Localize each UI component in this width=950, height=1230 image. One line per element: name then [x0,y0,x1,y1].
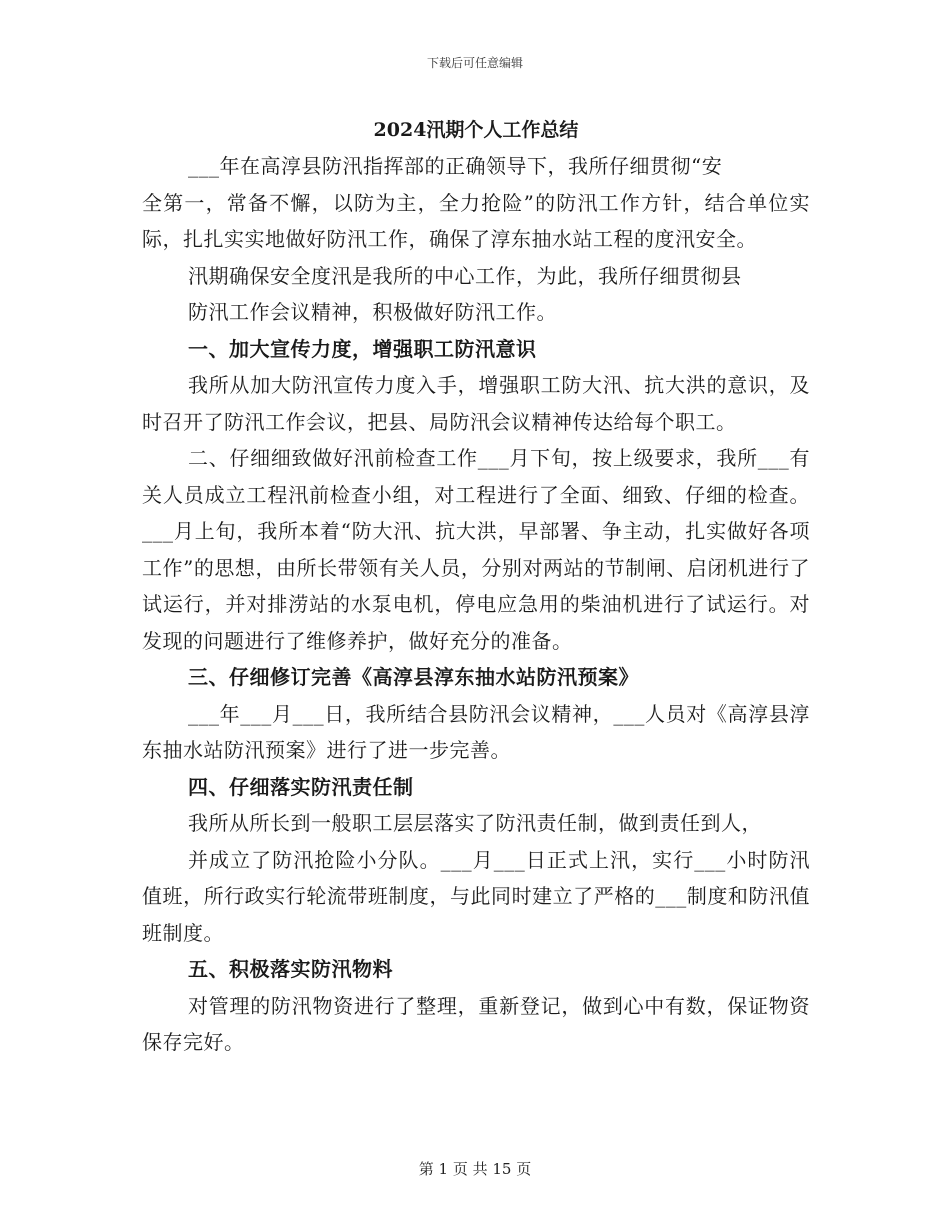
paragraph: 二、仔细细致做好汛前检查工作___月下旬，按上级要求，我所___有关人员成立工程汛前检查小组，对工程进行了全面、细致、仔细的检查。___月上旬，我所本着“防大汛、抗大洪，早部署、争主动，扎实做好各项工作”的思想，由所长带领有关人员，分别对两站的节制闸、启闭机进行了试运行，并对排涝站的水泵电机，停电应急用的柴油机进行了试运行。对发现的问题进行了维修养护，做好充分的准备。 [142,446,810,653]
section-heading: 一、加大宣传力度，增强职工防汛意识 [188,336,537,361]
document-title: 2024汛期个人工作总结 [373,119,579,141]
paragraph: 对管理的防汛物资进行了整理，重新登记，做到心中有数，保证物资保存完好。 [142,993,810,1054]
paragraph: 全第一，常备不懈，以防为主，全力抢险”的防汛工作方针，结合单位实际，扎扎实实地做好防汛工作，确保了淳东抽水站工程的度汛安全。 [142,190,810,251]
header-note: 下载后可任意编辑 [426,56,523,70]
paragraph-line: 防汛工作会议精神，积极做好防汛工作。 [188,300,557,324]
section-heading: 三、仔细修订完善《高淳县淳东抽水站防汛预案》 [188,665,639,689]
paragraph: 我所从加大防汛宣传力度入手，增强职工防大汛、抗大洪的意识，及时召开了防汛工作会议，把县、局防汛会议精神传达给每个职工。 [142,373,810,434]
paragraph: ___年在高淳县防汛指挥部的正确领导下，我所仔细贯彻“安 [188,154,723,178]
page-footer: 第 1 页 共 15 页 [418,1160,532,1178]
paragraph-line: 我所从所长到一般职工层层落实了防汛责任制，做到责任到人， [188,811,762,835]
section-heading: 五、积极落实防汛物料 [188,957,393,981]
paragraph: 并成立了防汛抢险小分队。___月___日正式上汛，实行___小时防汛值班，所行政实行轮流带班制度，与此同时建立了严格的___制度和防汛值班制度。 [142,847,810,945]
paragraph-line: 汛期确保安全度汛是我所的中心工作，为此，我所仔细贯彻县 [188,263,742,288]
document-body [142,112,810,1061]
paragraph: ___年___月___日，我所结合县防汛会议精神，___人员对《高淳县淳东抽水站防汛预案》进行了进一步完善。 [142,701,810,762]
section-heading: 四、仔细落实防汛责任制 [188,774,414,799]
